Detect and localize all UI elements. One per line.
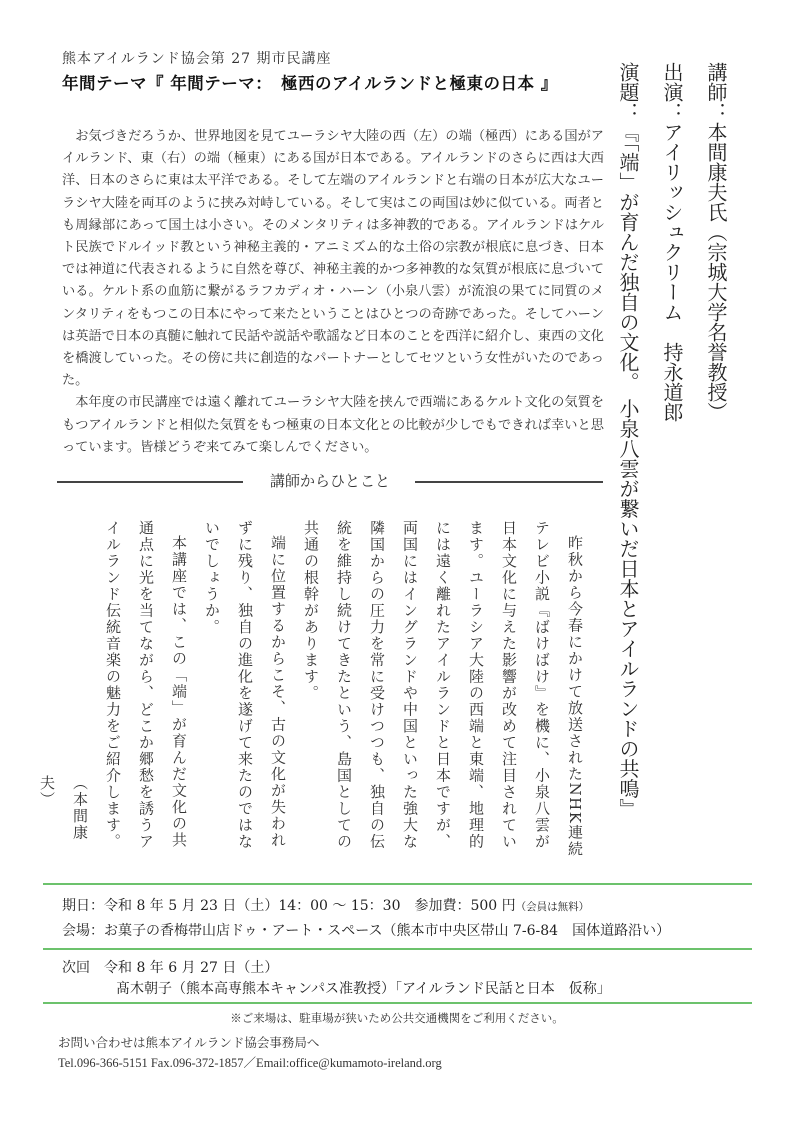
contact-line: お問い合わせは熊本アイルランド協会事務局へ xyxy=(58,1036,320,1050)
annual-theme: 年間テーマ『 年間テーマ： 極西のアイルランドと極東の日本 』 xyxy=(62,74,558,93)
message-paragraph: 昨秋から今春にかけて放送されたNHK連続テレビ小説『ばけばけ』を機に、小泉八雲が日本文化に与えた影響が改めて注目されています。ユーラシア大陸の西端と東端、地理的には遠く離れたアイルランドと日本ですが、両国にはイングランドや中国といった強大な隣国からの圧力を常に受けつつも、独自の伝統を維持し続けてきたという、島国としての共通の根幹があります。 xyxy=(302,520,584,858)
lecturer: 講師：本間康夫氏（宗城大学名誉教授） xyxy=(704,62,728,422)
message-paragraph: 端に位置するからこそ、古の文化が失われずに残り、独自の進化を遂げて来たのではないでしょうか。 xyxy=(203,520,287,850)
next-date: 次回 令和 8 年 6 月 27 日（土） xyxy=(62,960,279,976)
green-divider xyxy=(43,883,752,885)
green-divider xyxy=(43,1002,752,1004)
series-title: 熊本アイルランド協会第 27 期市民講座 xyxy=(62,51,332,67)
contact-details: Tel.096-366-5151 Fax.096-372-1857／Email:office@kumamoto-ireland.org xyxy=(58,1056,442,1070)
next-speaker: 髙木朝子（熊本高専熊本キャンパス准教授）「アイルランド民話と日本 仮称」 xyxy=(116,981,611,997)
message-signature: （本間康夫） xyxy=(38,775,89,841)
parking-notice: ※ご来場は、駐車場が狭いため公共交通機関をご利用ください。 xyxy=(230,1011,564,1025)
event-date-text: 期日：令和 8 年 5 月 23 日（土）14：00 ～ 15：30 参加費：500 円 xyxy=(62,898,516,914)
lecture-title: 演題：『「端」が育んだ独自の文化。 小泉八雲が繋いだ日本とアイルランドの共鳴』 xyxy=(616,62,640,819)
performer: 出演：アイリッシュクリーム 持永道郎 xyxy=(660,62,684,422)
green-divider xyxy=(43,948,752,950)
message-heading: 講師からひとこと xyxy=(269,472,390,490)
message-paragraph: 本講座では、この「端」が育んだ文化の共通点に光を当てながら、どこか郷愁を誘うアイルランド伝統音楽の魅力をご紹介します。 xyxy=(104,520,188,850)
divider-line-left xyxy=(57,481,243,483)
intro-paragraph: 本年度の市民講座では遠く離れてユーラシヤ大陸を挟んで西端にあるケルト文化の気質をもつアイルランドと相似た気質をもつ極東の日本文化との比較が少しでもできれば幸いと思っています。皆様どうぞ来てみて楽しんでください。 xyxy=(62,395,604,455)
fee-note: （会員は無料） xyxy=(515,901,590,913)
event-venue: 会場：お菓子の香梅帯山店ドゥ・アート・スペース（熊本市中央区帯山 7-6-84 国体道路沿い） xyxy=(62,923,671,939)
section-divider xyxy=(57,463,603,499)
divider-line-right xyxy=(415,481,603,483)
intro-text xyxy=(62,126,604,459)
intro-paragraph: お気づきだろうか、世界地図を見てユーラシヤ大陸の西（左）の端（極西）にある国がアイルランド、東（右）の端（極東）にある国が日本である。アイルランドのさらに西は大西洋、日本のさらに東は太平洋である。そして左端のアイルランドと右端の日本が広大なユーラシヤ大陸を両耳のように挟み対峙している。そして実はこの両国は妙に似ている。両者とも周縁部にあって国土は小さい。そのメンタリティは多神教的である。アイルランドはケルト民族でドルイッド教という神秘主義的・アニミズム的な土俗の宗教が根底に息づき、日本では神道に代表されるように自然を尊び、神秘主義的かつ多神教的な気質が根底に息づいている。ケルト系の血筋に繋がるラフカディオ・ハーン（小泉八雲）が流浪の果てに同質のメンタリティをもつこの日本にやって来たということはひとつの奇跡であった。そしてハーンは英語で日本の真髄に触れて民話や説話や歌謡など日本のことを西洋に紹介し、東西の文化を橋渡していった。その傍に共に創造的なパートナーとしてセツという女性がいたのであった。 xyxy=(62,129,604,389)
lecture-details xyxy=(606,62,738,832)
lecturer-message xyxy=(38,520,591,860)
event-date xyxy=(62,895,589,915)
